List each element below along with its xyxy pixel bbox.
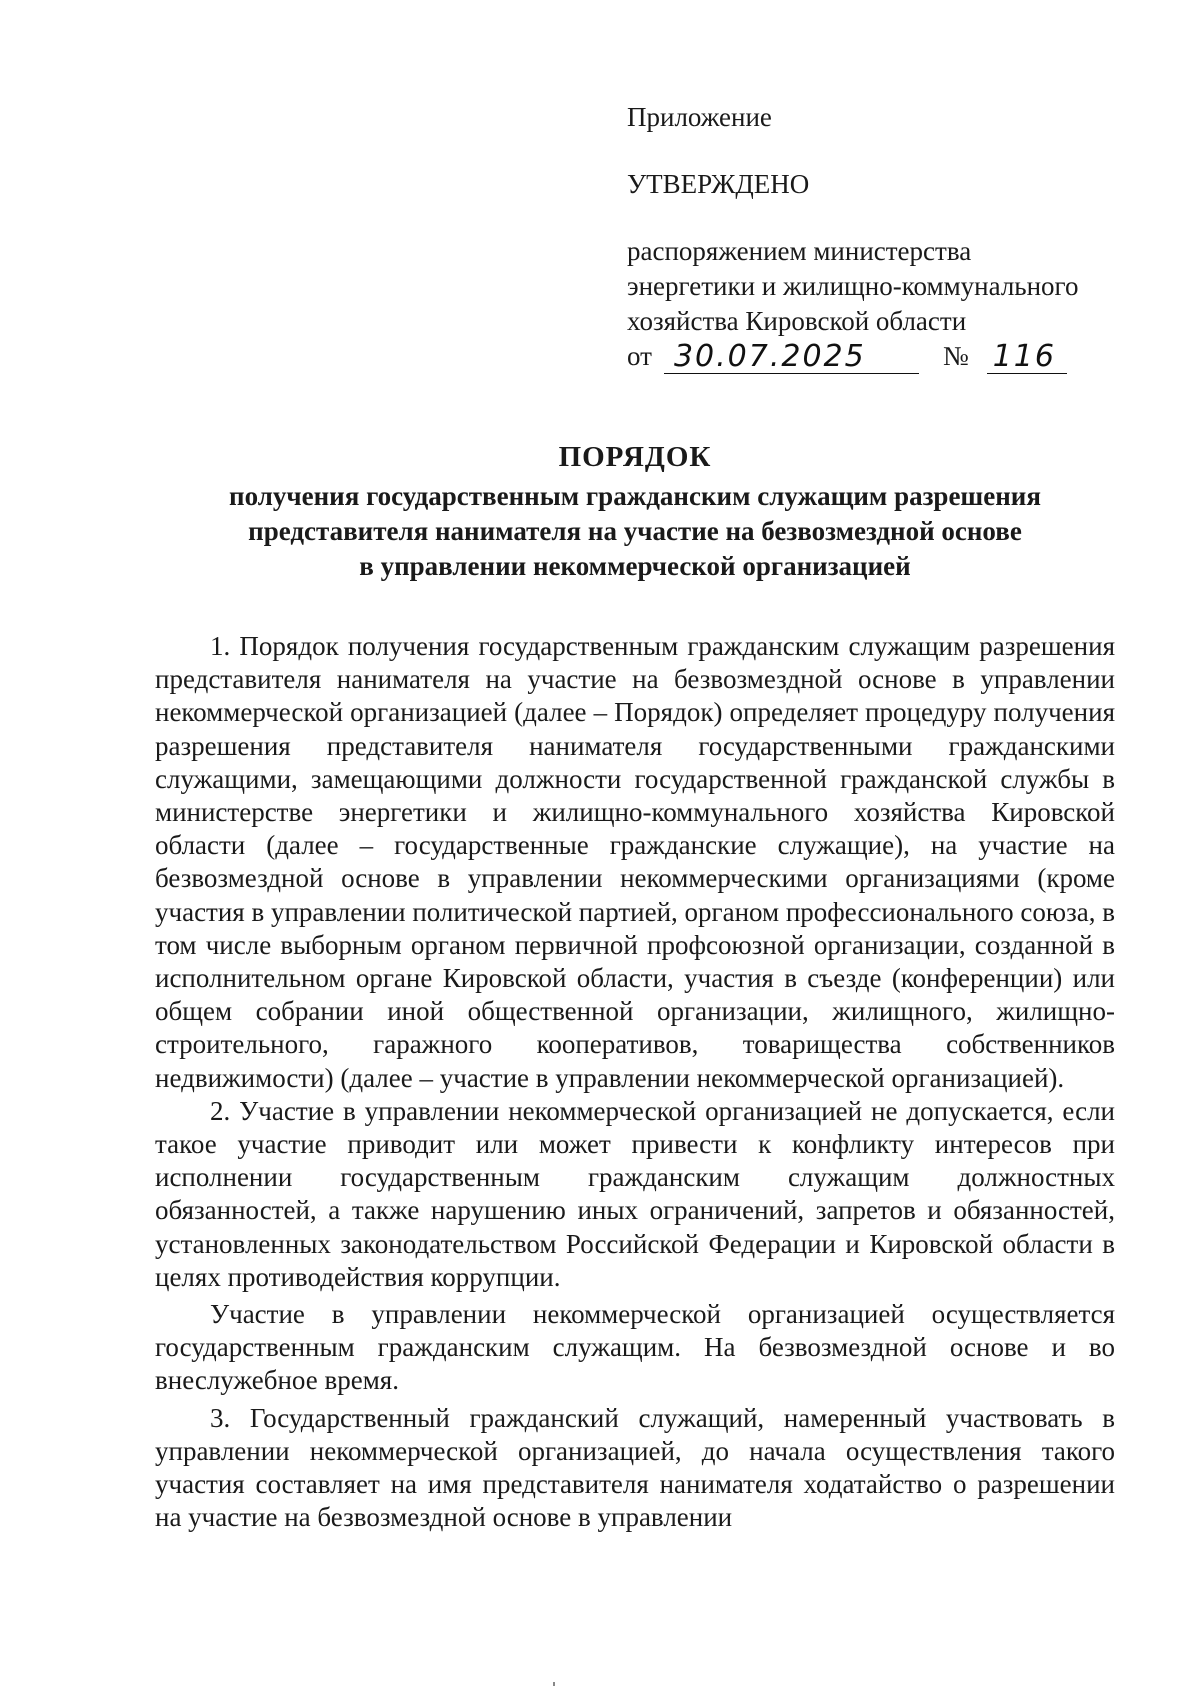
title-line-1: получения государственным гражданским служащим разрешения — [229, 481, 1041, 511]
number-sign: № — [942, 341, 969, 371]
approved-label: УТВЕРЖДЕНО — [627, 169, 810, 199]
paragraph-1: 1. Порядок получения государственным гражданским служащим разрешения представителя нанимателя на участие на безвозмездной основе в управлении некоммерческой организацией (далее – Порядок) определяет процедуру получения разрешения представителя нанимателя государственными гражданскими служащими, замещающими должности государственной гражданской службы в министерстве энергетики и жилищно-коммунального хозяйства Кировской области (далее – государственные гражданские служащие), на участие на безвозмездной основе в управлении некоммерческими организациями (кроме участия в управлении политической партией, органом профессионального союза, в том числе выборным органом первичной профсоюзной организации, созданной в исполнительном органе Кировской области, участия в съезде (конференции) или общем собрании иной общественной организации, жилищного, жилищно-строительного, гаражного кооперативов, товарищества собственников недвижимости) (далее – участие в управлении некоммерческой организацией). — [155, 631, 1115, 1093]
paragraph-3: 3. Государственный гражданский служащий, намеренный участвовать в управлении некоммерческой организацией, до начала осуществления такого участия составляет на имя представителя нанимателя ходатайство о разрешении на участие на безвозмездной основе в управлении — [155, 1402, 1115, 1533]
decree-line-2: энергетики и жилищно-коммунального — [627, 271, 1079, 301]
paragraph-2-continued: Участие в управлении некоммерческой организацией осуществляется государственным гражданским служащим. На безвозмездной основе и во внеслужебное время. — [155, 1299, 1115, 1396]
paragraph-2: 2. Участие в управлении некоммерческой организацией не допускается, если такое участие приводит или может привести к конфликту интересов при исполнении государственным гражданским служащим должностных обязанностей, а также нарушению иных ограничений, запретов и обязанностей, установленных законодательством Российской Федерации и Кировской области в целях противодействия коррупции. — [155, 1095, 1115, 1292]
date-number-row — [627, 339, 1127, 374]
handwritten-date: 30.07.2025 — [664, 341, 919, 374]
title-line-2: представителя нанимателя на участие на безвозмездной основе — [248, 516, 1022, 546]
scan-speck — [553, 1682, 555, 1686]
approval-stamp-block — [627, 100, 1127, 374]
handwritten-number: 116 — [987, 341, 1067, 374]
date-prefix: от — [627, 341, 652, 371]
title-line-3: в управлении некоммерческой организацией — [359, 551, 911, 581]
annex-label: Приложение — [627, 102, 772, 132]
document-body — [155, 630, 1115, 1534]
decree-line-1: распоряжением министерства — [627, 236, 972, 266]
decree-line-3: хозяйства Кировской области — [627, 306, 967, 336]
document-heading: ПОРЯДОК — [558, 441, 712, 473]
document-title-block — [150, 440, 1120, 584]
